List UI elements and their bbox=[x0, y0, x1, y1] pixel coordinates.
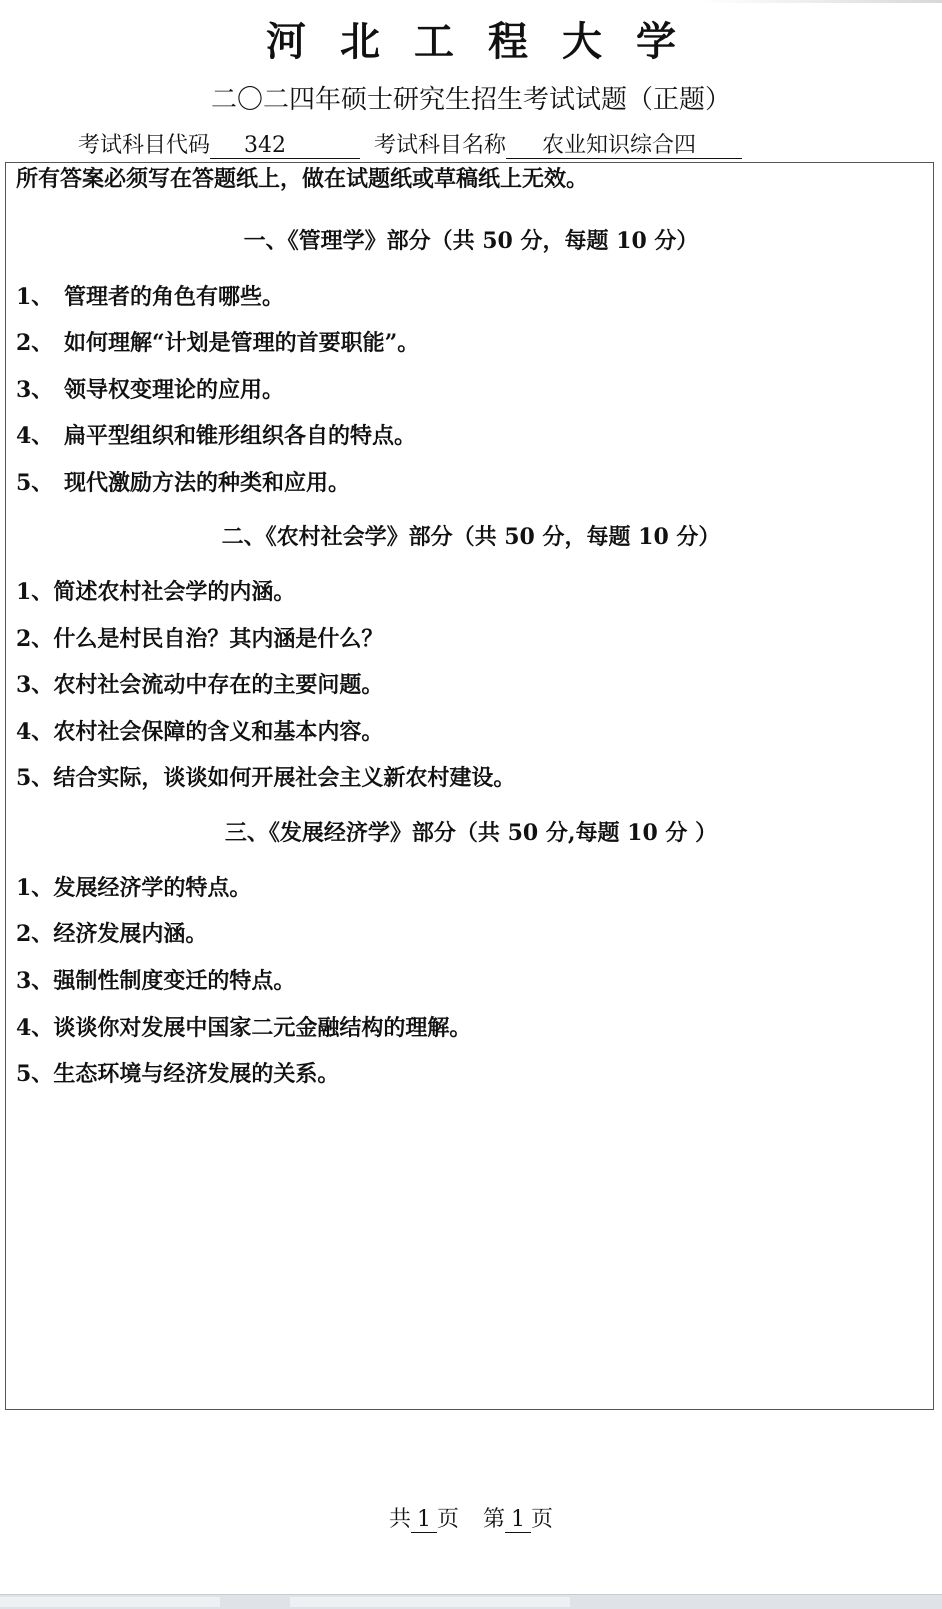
question-number: 1、 bbox=[16, 284, 54, 310]
question-item bbox=[16, 1012, 471, 1044]
question-number: 1、 bbox=[16, 579, 54, 605]
scrollbar-thumb[interactable] bbox=[0, 1597, 220, 1607]
question-item bbox=[16, 918, 207, 950]
question-item bbox=[16, 374, 284, 406]
subject-info-line bbox=[78, 131, 742, 161]
question-number: 2、 bbox=[16, 921, 54, 947]
question-item bbox=[16, 281, 284, 313]
current-page-value: 1 bbox=[505, 1508, 531, 1533]
notice-text: 所有答案必须写在答题纸上，做在试题纸或草稿纸上无效。 bbox=[16, 166, 589, 192]
question-text: 生态环境与经济发展的关系。 bbox=[53, 1061, 340, 1087]
viewer-scrollbar[interactable] bbox=[0, 1594, 942, 1609]
page-counter bbox=[0, 1504, 942, 1536]
question-text: 管理者的角色有哪些。 bbox=[64, 284, 285, 310]
question-text: 发展经济学的特点。 bbox=[53, 875, 252, 901]
question-item bbox=[16, 762, 515, 794]
question-text: 扁平型组织和锥形组织各自的特点。 bbox=[64, 423, 417, 449]
question-number: 4、 bbox=[16, 719, 54, 745]
question-item bbox=[16, 716, 383, 748]
subject-name-value: 农业知识综合四 bbox=[506, 134, 742, 159]
question-number: 3、 bbox=[16, 377, 54, 403]
top-edge-line bbox=[700, 0, 942, 3]
question-text: 农村社会保障的含义和基本内容。 bbox=[53, 719, 384, 745]
total-pages-unit: 页 bbox=[436, 1507, 459, 1532]
question-number: 5、 bbox=[16, 470, 54, 496]
question-number: 3、 bbox=[16, 672, 54, 698]
question-text: 简述农村社会学的内涵。 bbox=[53, 579, 296, 605]
section-heading-development-economics: 三、《发展经济学》部分（共 50 分,每题 10 分 ） bbox=[224, 820, 718, 846]
question-item bbox=[16, 420, 416, 452]
question-text: 农村社会流动中存在的主要问题。 bbox=[53, 672, 384, 698]
question-item bbox=[16, 872, 251, 904]
subject-code-value: 342 bbox=[210, 134, 360, 159]
question-number: 5、 bbox=[16, 765, 54, 791]
question-item bbox=[16, 669, 383, 701]
section-heading-management: 一、《管理学》部分（共 50 分，每题 10 分） bbox=[243, 228, 699, 254]
subject-name-label: 考试科目名称 bbox=[374, 133, 507, 158]
university-name: 河北工程大学 bbox=[266, 18, 710, 65]
total-pages-label: 共 bbox=[388, 1507, 411, 1532]
question-number: 4、 bbox=[16, 1015, 54, 1041]
question-item bbox=[16, 467, 350, 499]
question-text: 结合实际，谈谈如何开展社会主义新农村建设。 bbox=[53, 765, 516, 791]
question-number: 5、 bbox=[16, 1061, 54, 1087]
question-text: 经济发展内涵。 bbox=[53, 921, 208, 947]
question-text: 如何理解“计划是管理的首要职能”。 bbox=[64, 330, 420, 356]
current-page-label: 第 bbox=[483, 1507, 506, 1532]
question-text: 领导权变理论的应用。 bbox=[64, 377, 285, 403]
question-text: 什么是村民自治？其内涵是什么？ bbox=[53, 626, 384, 652]
question-number: 2、 bbox=[16, 330, 54, 356]
section-heading-rural-sociology: 二、《农村社会学》部分（共 50 分，每题 10 分） bbox=[221, 524, 721, 550]
question-item bbox=[16, 576, 295, 608]
question-item bbox=[16, 623, 383, 655]
question-number: 2、 bbox=[16, 626, 54, 652]
question-number: 1、 bbox=[16, 875, 54, 901]
question-item bbox=[16, 327, 419, 359]
question-text: 强制性制度变迁的特点。 bbox=[53, 968, 296, 994]
question-number: 3、 bbox=[16, 968, 54, 994]
question-text: 谈谈你对发展中国家二元金融结构的理解。 bbox=[53, 1015, 472, 1041]
question-item bbox=[16, 965, 295, 997]
question-number: 4、 bbox=[16, 423, 54, 449]
question-item bbox=[16, 1058, 339, 1090]
exam-title: 二〇二四年硕士研究生招生考试试题（正题） bbox=[210, 85, 731, 115]
subject-code-label: 考试科目代码 bbox=[78, 133, 211, 158]
current-page-unit: 页 bbox=[531, 1507, 554, 1532]
question-text: 现代激励方法的种类和应用。 bbox=[64, 470, 351, 496]
scrollbar-track-segment bbox=[290, 1597, 570, 1607]
total-pages-value: 1 bbox=[411, 1508, 437, 1533]
